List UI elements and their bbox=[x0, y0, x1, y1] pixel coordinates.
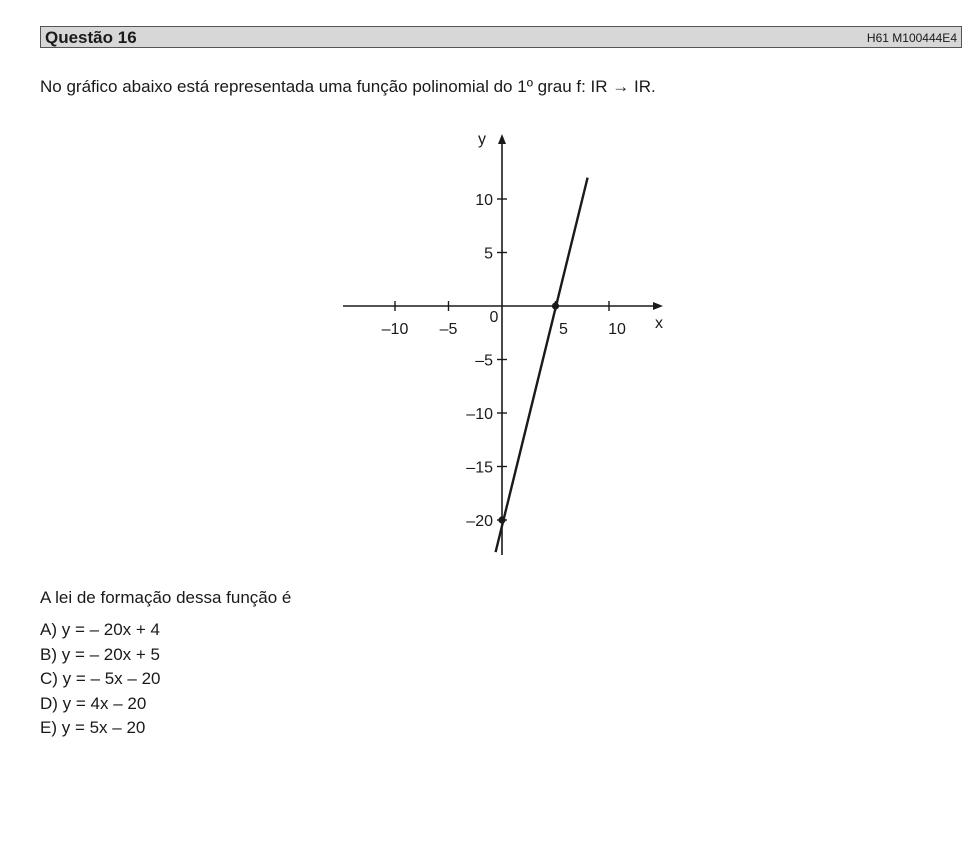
question-header bbox=[40, 26, 962, 48]
y-tick-label: 10 bbox=[475, 192, 493, 209]
y-tick-label: 5 bbox=[484, 245, 493, 263]
y-axis-label: y bbox=[478, 131, 486, 148]
y-tick-label: –10 bbox=[466, 406, 493, 423]
function-graph bbox=[335, 120, 675, 560]
answer-options bbox=[40, 618, 160, 741]
y-tick-label: –5 bbox=[475, 352, 493, 370]
question-code: H61 M100444E4 bbox=[866, 31, 957, 45]
option-a[interactable]: A) y = – 20x + 4 bbox=[40, 620, 161, 639]
x-axis-arrow bbox=[653, 302, 663, 310]
x-tick-label: –10 bbox=[381, 321, 409, 338]
option-c[interactable]: C) y = – 5x – 20 bbox=[40, 669, 161, 688]
y-tick-label: –15 bbox=[466, 459, 493, 477]
option-e[interactable]: E) y = 5x – 20 bbox=[40, 718, 146, 737]
x-axis-label: x bbox=[655, 315, 663, 332]
function-line bbox=[496, 178, 588, 552]
question-statement: No gráfico abaixo está representada uma função polinomial do 1º grau f: IR → IR. bbox=[40, 77, 656, 96]
y-tick-label: –20 bbox=[466, 513, 493, 530]
x-tick-label: 5 bbox=[559, 321, 568, 338]
intercept-point bbox=[498, 516, 505, 523]
x-tick-label: 10 bbox=[608, 321, 626, 338]
y-axis-arrow bbox=[498, 134, 506, 144]
option-b[interactable]: B) y = – 20x + 5 bbox=[40, 644, 161, 664]
question-prompt: A lei de formação dessa função é bbox=[40, 588, 292, 607]
x-tick-label: –5 bbox=[439, 321, 458, 338]
option-d[interactable]: D) y = 4x – 20 bbox=[40, 693, 147, 713]
question-title: Questão 16 bbox=[45, 28, 137, 47]
intercept-point bbox=[552, 302, 559, 309]
origin-label: 0 bbox=[489, 309, 499, 326]
